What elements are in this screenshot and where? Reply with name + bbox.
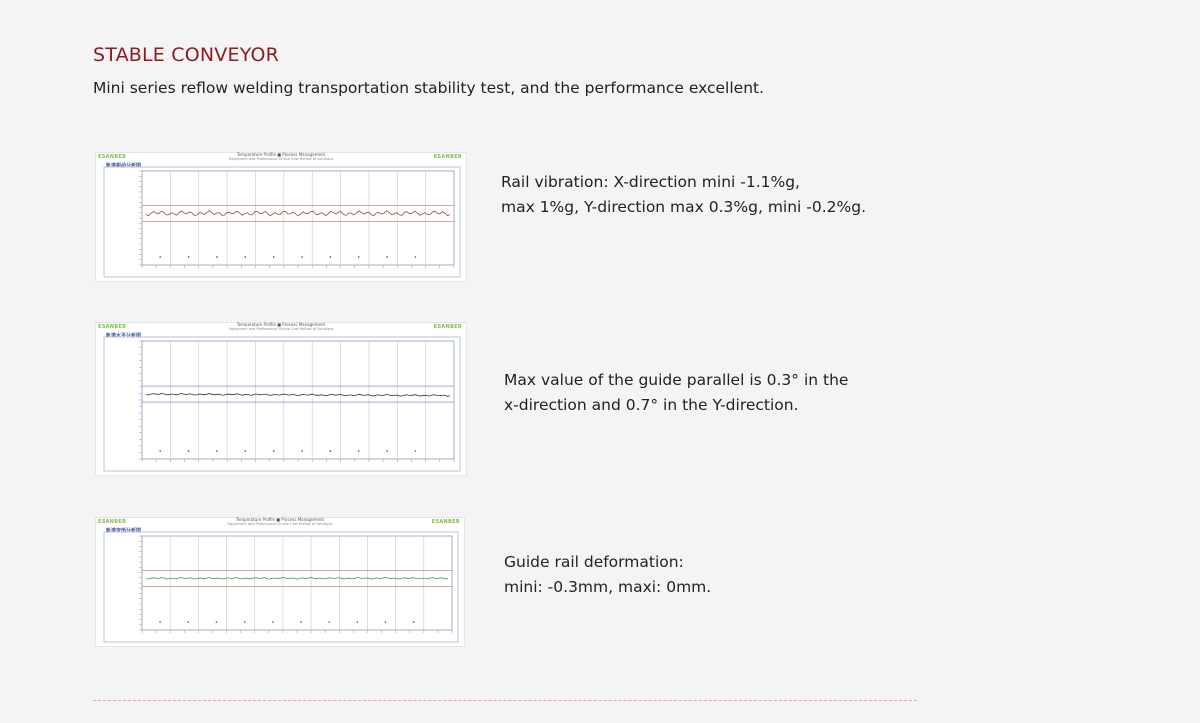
zone-marker (415, 450, 417, 452)
chart-chinese-title: 轨道振动分析图 (106, 163, 142, 169)
caption-line: x-direction and 0.7° in the Y-direction. (504, 396, 799, 414)
caption-line: Max value of the guide parallel is 0.3° in the (504, 371, 849, 389)
caption-line: Rail vibration: X-direction mini -1.1%g, (501, 173, 800, 191)
chart-plot-graphic (96, 323, 466, 475)
rail-deformation-chart-image (95, 517, 465, 647)
guide-parallel-chart-image (95, 322, 467, 476)
zone-marker (415, 256, 417, 258)
zone-marker (159, 621, 161, 623)
zone-marker (244, 450, 246, 452)
brand-logo-right: ESANBER (431, 519, 460, 525)
zone-marker (328, 621, 330, 623)
rail-vibration-chart-image (95, 152, 467, 282)
zone-marker (188, 256, 190, 258)
plot-area (142, 536, 452, 630)
brand-logo-left: ESANBER (98, 519, 127, 525)
brand-logo-right: ESANBER (433, 154, 462, 160)
chart-plot-graphic (96, 153, 466, 281)
zone-marker (159, 450, 161, 452)
zone-marker (159, 256, 161, 258)
zone-marker (358, 256, 360, 258)
caption-line: max 1%g, Y-direction max 0.3%g, mini -0.2%g. (501, 198, 867, 216)
zone-marker (386, 256, 388, 258)
chart-subheader: Equipment and Professional Online Cost Reflow of Solutions (228, 327, 334, 331)
zone-marker (358, 450, 360, 452)
chart-chinese-title: 轨道水平分析图 (106, 333, 142, 339)
rail-deformation-caption (504, 550, 711, 600)
zone-marker (301, 450, 303, 452)
chart-header: Temperature Profile ■ Process Management (236, 322, 326, 327)
zone-marker (244, 621, 246, 623)
guide-parallel-caption (504, 368, 848, 418)
chart-subheader: Equipment and Professional Online Cost Reflow of Solutions (228, 157, 334, 161)
zone-marker (273, 256, 275, 258)
zone-marker (272, 621, 274, 623)
zone-marker (386, 450, 388, 452)
zone-marker (357, 621, 359, 623)
brand-logo-left: ESANBER (98, 154, 127, 160)
zone-marker (216, 621, 218, 623)
plot-area (142, 341, 454, 459)
chart-chinese-title: 轨道变形分析图 (106, 528, 142, 534)
zone-marker (216, 450, 218, 452)
zone-marker (413, 621, 415, 623)
chart-header: Temperature Profile ■ Process Management (235, 517, 325, 522)
zone-marker (244, 256, 246, 258)
zone-marker (301, 256, 303, 258)
zone-marker (330, 450, 332, 452)
zone-marker (216, 256, 218, 258)
zone-marker (385, 621, 387, 623)
chart-plot-graphic (96, 518, 464, 646)
brand-logo-left: ESANBER (98, 324, 127, 330)
zone-marker (188, 450, 190, 452)
zone-marker (273, 450, 275, 452)
rail-vibration-caption (501, 170, 866, 220)
dashed-divider (93, 700, 917, 701)
chart-subheader: Equipment and Professional Online Cost Reflow of Solutions (227, 522, 333, 526)
zone-marker (300, 621, 302, 623)
caption-line: mini: -0.3mm, maxi: 0mm. (504, 578, 712, 596)
zone-marker (330, 256, 332, 258)
section-subtitle: Mini series reflow welding transportation stability test, and the performance excellent. (93, 79, 765, 97)
brand-logo-right: ESANBER (433, 324, 462, 330)
zone-marker (187, 621, 189, 623)
section-title: STABLE CONVEYOR (93, 44, 280, 66)
plot-area (142, 171, 454, 265)
chart-header: Temperature Profile ■ Process Management (236, 152, 326, 157)
caption-line: Guide rail deformation: (504, 553, 684, 571)
